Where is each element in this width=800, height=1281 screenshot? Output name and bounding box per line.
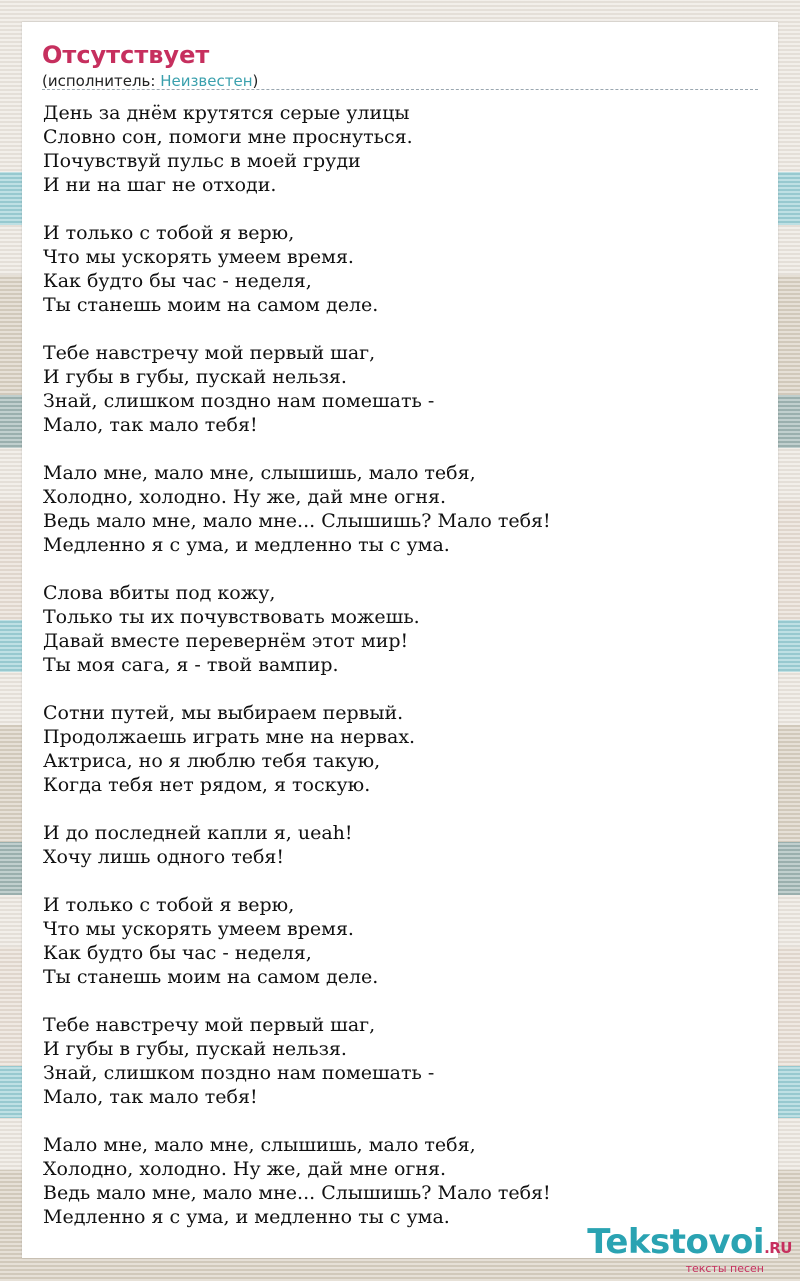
lyric-line: Как будто бы час - неделя, [43,270,312,292]
song-header [42,40,758,91]
header-divider [42,89,758,90]
site-logo[interactable] [587,1224,792,1275]
lyric-line: Ведь мало мне, мало мне... Слышишь? Мало тебя! [43,510,551,532]
logo-wordmark [587,1224,792,1266]
lyric-line: И до последней капли я, ueah! [43,822,353,844]
lyrics-stanza [43,581,759,677]
artist-link[interactable]: Неизвестен [160,72,253,90]
lyric-line: Тебе навстречу мой первый шаг, [43,342,376,364]
lyric-line: И только с тобой я верю, [43,894,295,916]
lyric-line: Что мы ускорять умеем время. [43,918,354,940]
lyric-line: Актриса, но я люблю тебя такую, [43,750,381,772]
lyric-line: Ты моя сага, я - твой вампир. [43,654,339,676]
logo-main-text: Tekstovoi [587,1222,765,1262]
lyric-line: Знай, слишком поздно нам помешать - [43,1062,435,1084]
lyrics-card [22,22,778,1258]
lyric-line: Давай вместе перевернём этот мир! [43,630,409,652]
lyric-line: И губы в губы, пускай нельзя. [43,366,347,388]
lyrics-stanza [43,341,759,437]
artist-suffix: ) [252,72,259,90]
lyric-line: Сотни путей, мы выбираем первый. [43,702,404,724]
lyric-line: День за днём крутятся серые улицы [43,102,410,124]
lyric-line: Холодно, холодно. Ну же, дай мне огня. [43,1158,447,1180]
artist-prefix: (исполнитель: [42,72,161,90]
lyric-line: Что мы ускорять умеем время. [43,246,354,268]
lyrics-stanza [43,893,759,989]
lyric-line: Только ты их почувствовать можешь. [43,606,420,628]
lyric-line: Мало мне, мало мне, слышишь, мало тебя, [43,462,476,484]
logo-tld: .RU [764,1239,792,1257]
lyric-line: И только с тобой я верю, [43,222,295,244]
lyric-line: Мало, так мало тебя! [43,414,258,436]
logo-tagline: тексты песен [685,1262,764,1275]
lyric-line: Почувствуй пульс в моей груди [43,150,361,172]
lyrics-stanza [43,1013,759,1109]
lyric-line: Медленно я с ума, и медленно ты с ума. [43,1206,450,1228]
lyric-line: Знай, слишком поздно нам помешать - [43,390,435,412]
lyric-line: Словно сон, помоги мне проснуться. [43,126,413,148]
lyric-line: Ты станешь моим на самом деле. [43,966,379,988]
lyrics-stanza [43,821,759,869]
lyrics-text [43,101,759,1253]
lyric-line: Ведь мало мне, мало мне... Слышишь? Мало тебя! [43,1182,551,1204]
lyric-line: Холодно, холодно. Ну же, дай мне огня. [43,486,447,508]
lyric-line: Как будто бы час - неделя, [43,942,312,964]
lyric-line: Продолжаешь играть мне на нервах. [43,726,416,748]
lyric-line: Когда тебя нет рядом, я тоскую. [43,774,371,796]
lyric-line: Мало мне, мало мне, слышишь, мало тебя, [43,1134,476,1156]
lyrics-stanza [43,221,759,317]
lyric-line: Мало, так мало тебя! [43,1086,258,1108]
lyrics-stanza [43,101,759,197]
lyric-line: Тебе навстречу мой первый шаг, [43,1014,376,1036]
lyric-line: Ты станешь моим на самом деле. [43,294,379,316]
lyrics-stanza [43,1133,759,1229]
lyric-line: Слова вбиты под кожу, [43,582,276,604]
lyric-line: Медленно я с ума, и медленно ты с ума. [43,534,450,556]
artist-line [42,71,758,91]
lyric-line: И ни на шаг не отходи. [43,174,277,196]
lyric-line: Хочу лишь одного тебя! [43,846,285,868]
song-title: Отсутствует [42,41,210,69]
lyric-line: И губы в губы, пускай нельзя. [43,1038,347,1060]
lyrics-stanza [43,701,759,797]
lyrics-stanza [43,461,759,557]
